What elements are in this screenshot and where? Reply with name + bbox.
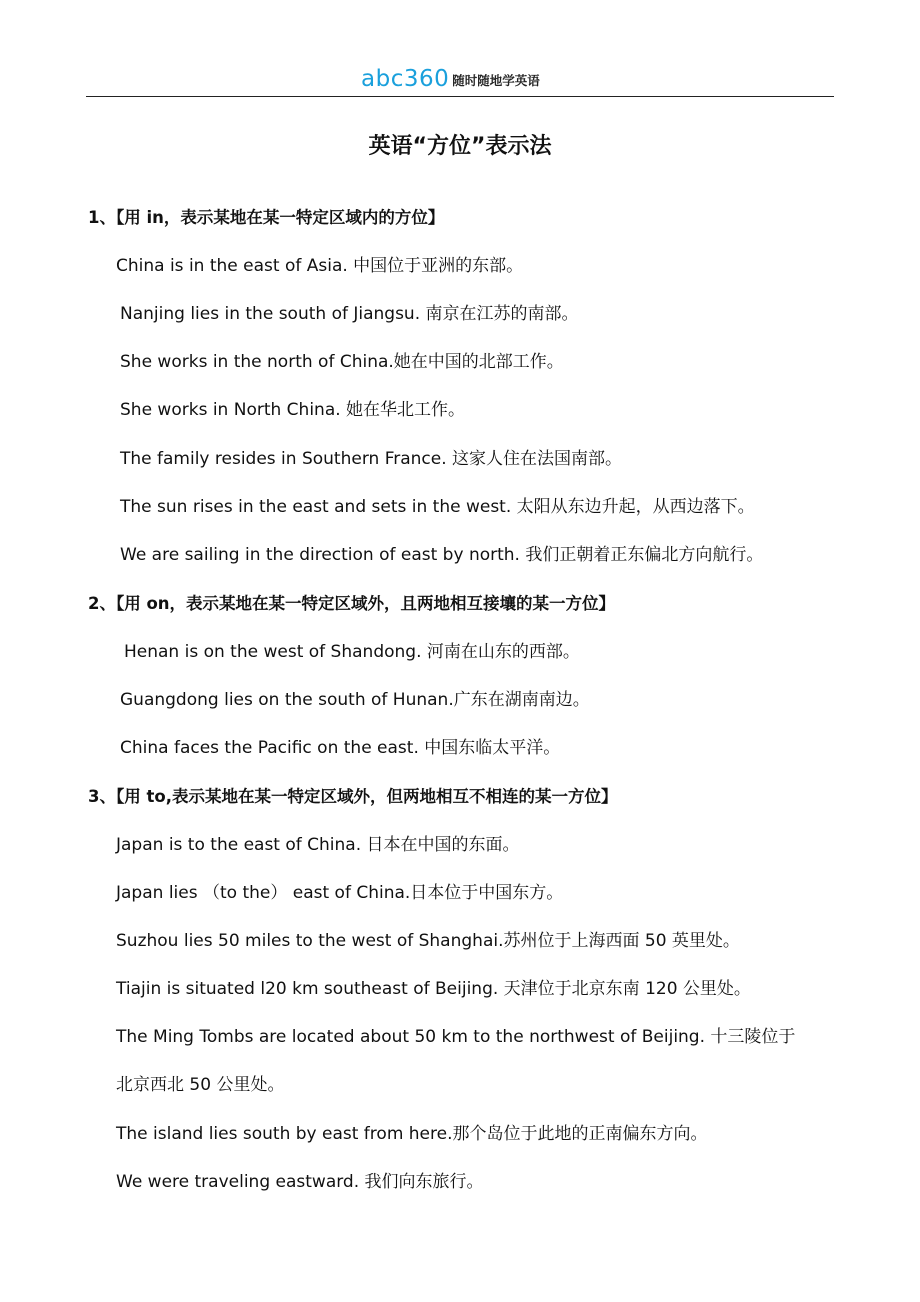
example-sentence: The family resides in Southern France. 这家人住在法国南部。 [120,449,623,469]
logo-slogan: 随时随地学英语 [452,73,540,88]
logo-wordmark: abc360 [361,66,450,92]
section-heading: 2、【用 on，表示某地在某一特定区域外，且两地相互接壤的某一方位】 [88,594,616,613]
example-sentence: We were traveling eastward. 我们向东旅行。 [116,1172,484,1192]
example-sentence: Henan is on the west of Shandong. 河南在山东的西部。 [124,642,580,662]
example-sentence: Guangdong lies on the south of Hunan.广东在湖南南边。 [120,690,590,710]
example-sentence: The sun rises in the east and sets in the west. 太阳从东边升起，从西边落下。 [120,497,755,517]
example-sentence: Suzhou lies 50 miles to the west of Shanghai.苏州位于上海西面 50 英里处。 [116,931,740,951]
page-header [86,64,834,97]
section-heading: 1、【用 in，表示某地在某一特定区域内的方位】 [88,208,445,227]
example-sentence: The Ming Tombs are located about 50 km to the northwest of Beijing. 十三陵位于 [116,1027,796,1047]
section-heading: 3、【用 to,表示某地在某一特定区域外，但两地相互不相连的某一方位】 [88,787,618,806]
example-sentence: She works in North China. 她在华北工作。 [120,400,466,420]
brand-logo [361,66,540,92]
document-title: 英语“方位”表示法 [368,134,552,159]
example-sentence: We are sailing in the direction of east by north. 我们正朝着正东偏北方向航行。 [120,545,764,565]
example-sentence: Japan lies （to the） east of China.日本位于中国东方。 [116,883,564,903]
example-sentence: Tiajin is situated l20 km southeast of Beijing. 天津位于北京东南 120 公里处。 [116,979,751,999]
example-sentence: China is in the east of Asia. 中国位于亚洲的东部。 [116,256,524,276]
example-sentence: She works in the north of China.她在中国的北部工作。 [120,352,564,372]
example-sentence: Nanjing lies in the south of Jiangsu. 南京在江苏的南部。 [120,304,579,324]
example-sentence: Japan is to the east of China. 日本在中国的东面。 [116,835,520,855]
example-sentence: 北京西北 50 公里处。 [116,1075,285,1095]
example-sentence: China faces the Pacific on the east. 中国东临太平洋。 [120,738,561,758]
example-sentence: The island lies south by east from here.那个岛位于此地的正南偏东方向。 [116,1124,708,1144]
